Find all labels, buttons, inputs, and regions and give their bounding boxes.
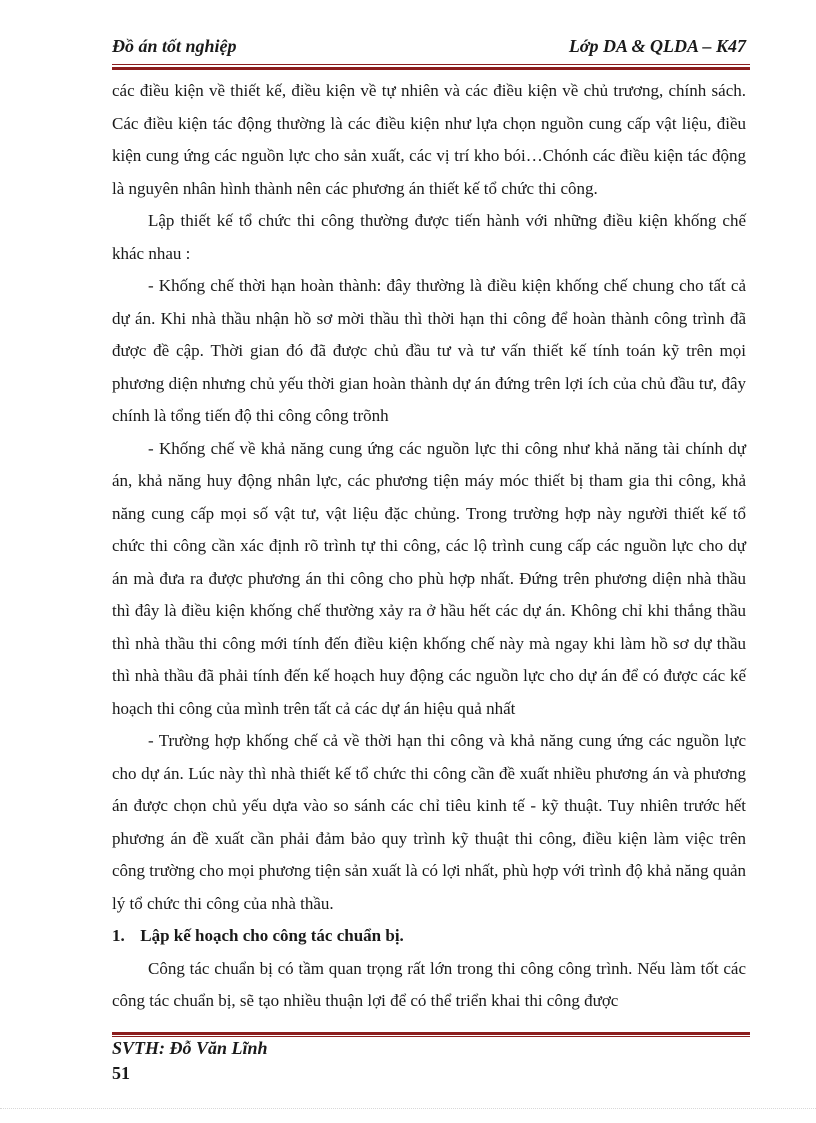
section-title: Lập kế hoạch cho công tác chuẩn bị. [140, 926, 404, 945]
page-number: 51 [112, 1063, 130, 1083]
section-number: 1. [112, 926, 125, 945]
page-footer [112, 1038, 268, 1084]
page-header [112, 34, 746, 64]
header-rule-thin [112, 64, 750, 65]
page-body [112, 75, 746, 1018]
footer-rule-thick [112, 1032, 750, 1035]
header-rule-thick [112, 67, 750, 70]
footer-author: SVTH: Đỗ Văn Lĩnh [112, 1038, 268, 1058]
header-class: Lớp DA & QLDA – K47 [568, 36, 746, 56]
paragraph-bullet-resources: - Khống chế về khả năng cung ứng các nguồn lực thi công như khả năng tài chính dự án, khả năng huy động nhân lực, các phương tiện máy móc thiết bị tham gia thi công, khả năng cung cấp mọi số vật tư, vật liệu đặc chủng. Trong trường hợp này người thiết kế tổ chức thi công cần xác định rõ trình tự thi công, các lộ trình cung cấp các nguồn lực cho dự án mà đưa ra được phương án thi công cho phù hợp nhất. Đứng trên phương diện nhà thầu thì đây là điều kiện khống chế thường xảy ra ở hầu hết các dự án. Không chỉ khi thắng thầu thì nhà thầu thi công mới tính đến điều kiện khống chế này mà ngay khi làm hồ sơ dự thầu thì nhà thầu đã phải tính đến kế hoạch huy động các nguồn lực cho dự án để có được các kế hoạch thi công của mình trên tất cả các dự án hiệu quả nhất [112, 438, 746, 718]
paragraph-continuation: các điều kiện về thiết kế, điều kiện về tự nhiên và các điều kiện về chủ trương, chính sách. Các điều kiện tác động thường là các điều kiện như lựa chọn nguồn cung cấp vật liệu, điều kiện cung ứng các nguồn lực cho sản xuất, các vị trí kho bói…Chónh các điều kiện tác động là nguyên nhân hình thành nên các phương án thiết kế tổ chức thi công. [112, 81, 746, 198]
page-bottom-divider [0, 1108, 816, 1109]
paragraph-intro: Lập thiết kế tổ chức thi công thường được tiến hành với những điều kiện khống chế khác nhau : [112, 211, 746, 263]
header-title: Đồ án tốt nghiệp [112, 36, 237, 56]
section-heading [112, 920, 746, 953]
paragraph-bullet-deadline: - Khống chế thời hạn hoàn thành: đây thường là điều kiện khống chế chung cho tất cả dự án. Khi nhà thầu nhận hồ sơ mời thầu thì thời hạn thi công để hoàn thành công trình đã được đề cập. Thời gian đó đã được chủ đầu tư và tư vấn thiết kế tính toán kỹ trên mọi phương diện nhưng chủ yếu thời gian hoàn thành dự án đứng trên lợi ích của chủ đầu tư, đây chính là tổng tiến độ thi công công trõnh [112, 276, 746, 425]
paragraph-bullet-combined: - Trường hợp khống chế cả về thời hạn thi công và khả năng cung ứng các nguồn lực cho dự án. Lúc này thì nhà thiết kế tổ chức thi công cần đề xuất nhiều phương án và phương án được chọn chủ yếu dựa vào so sánh các chỉ tiêu kinh tế - kỹ thuật. Tuy nhiên trước hết phương án đề xuất cần phải đảm bảo quy trình kỹ thuật thi công, điều kiện làm việc trên công trường cho mọi phương tiện sản xuất là có lợi nhất, phù hợp với trình độ khả năng quản lý tổ chức thi công của nhà thầu. [112, 731, 746, 913]
footer-rule-thin [112, 1036, 750, 1037]
paragraph-preparation: Công tác chuẩn bị có tầm quan trọng rất lớn trong thi công công trình. Nếu làm tốt các công tác chuẩn bị, sẽ tạo nhiều thuận lợi để có thể triển khai thi công được [112, 958, 746, 1010]
